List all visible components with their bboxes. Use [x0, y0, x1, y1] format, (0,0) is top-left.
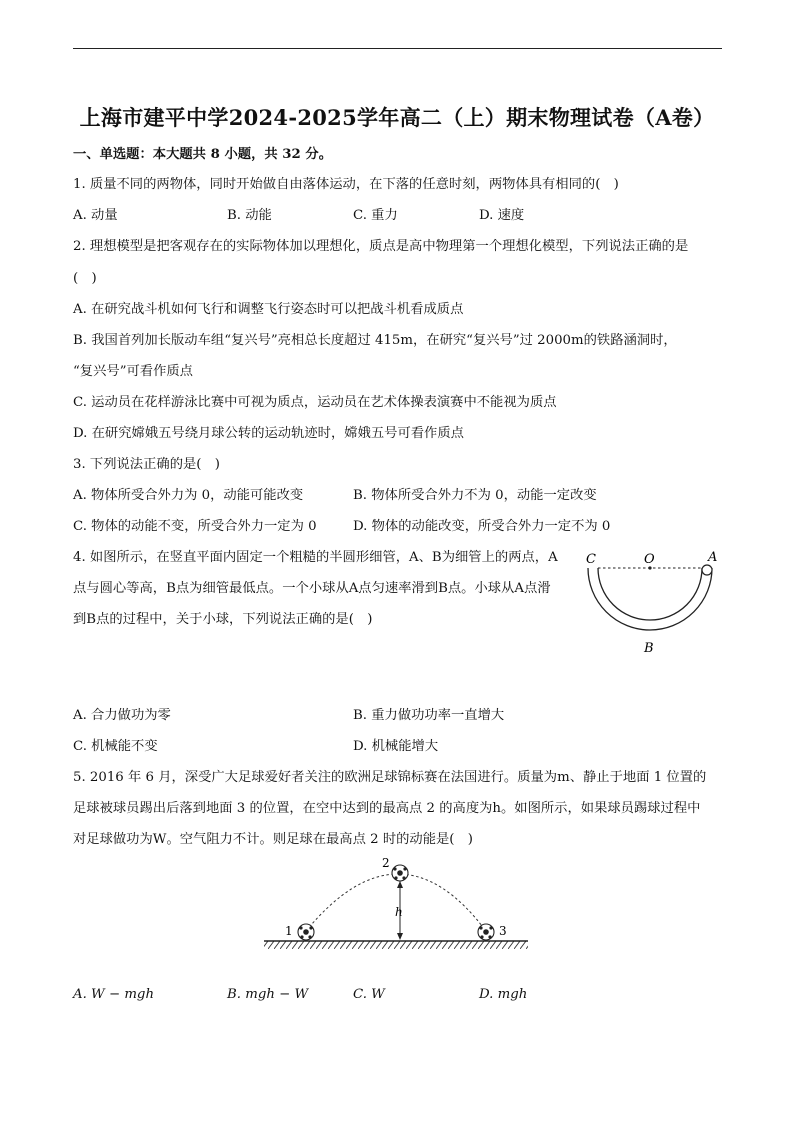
q3-option-a: A. 物体所受合外力为 0，动能可能改变: [73, 488, 304, 503]
q3-option-b: B. 物体所受合外力不为 0，动能一定改变: [353, 488, 597, 503]
q5-option-d: D. mgh: [479, 987, 528, 1002]
q2-option-d: D. 在研究嫦娥五号绕月球公转的运动轨迹时，嫦娥五号可看作质点: [73, 426, 464, 441]
label-a: A: [708, 550, 718, 565]
q4-option-a: A. 合力做功为零: [73, 708, 171, 723]
header-rule: [73, 48, 722, 49]
q4-stem-line1: 4. 如图所示，在竖直平面内固定一个粗糙的半圆形细管，A、B为细管上的两点，A: [73, 550, 558, 565]
q3-option-c: C. 物体的动能不变，所受合外力一定为 0: [73, 519, 317, 534]
q1-stem: 1. 质量不同的两物体，同时开始做自由落体运动，在下落的任意时刻，两物体具有相同的( ): [73, 177, 619, 192]
q5-option-c: C. W: [353, 987, 385, 1002]
q4-option-b: B. 重力做功功率一直增大: [353, 708, 505, 723]
q5-stem-line3: 对足球做功为W。空气阻力不计。则足球在最高点 2 时的动能是( ): [73, 832, 473, 847]
semicircle-tube-figure: [578, 548, 728, 658]
label-c: C: [586, 552, 596, 567]
q5-stem-line2: 足球被球员踢出后落到地面 3 的位置，在空中达到的最高点 2 的高度为h。如图所示，如果球员踢球过程中: [73, 801, 701, 816]
label-h: h: [395, 905, 403, 919]
page-title: 上海市建平中学2024-2025学年高二（上）期末物理试卷（A卷）: [79, 105, 715, 130]
label-o: O: [644, 552, 655, 567]
q1-option-a: A. 动量: [73, 208, 118, 223]
ball-position-1: [298, 924, 314, 940]
q2-option-b-cont: “复兴号”可看作质点: [73, 364, 193, 379]
q5-option-b: B. mgh − W: [227, 987, 309, 1002]
label-b: B: [644, 641, 654, 656]
section-heading: 一、单选题：本大题共 8 小题，共 32 分。: [73, 147, 333, 162]
ball-position-2: [392, 865, 408, 881]
football-trajectory-figure: [262, 853, 532, 953]
q5-option-a: A. W − mgh: [73, 987, 155, 1002]
label-3: 3: [499, 924, 507, 938]
q4-stem-line2: 点与圆心等高，B点为细管最低点。一个小球从A点匀速率滑到B点。小球从A点滑: [73, 581, 551, 596]
label-2: 2: [382, 856, 390, 870]
ball-position-3: [478, 924, 494, 940]
q4-option-c: C. 机械能不变: [73, 739, 158, 754]
q5-stem-line1: 5. 2016 年 6 月，深受广大足球爱好者关注的欧洲足球锦标赛在法国进行。质量为m、静止于地面 1 位置的: [73, 770, 707, 785]
q4-stem-line3: 到B点的过程中，关于小球，下列说法正确的是( ): [73, 612, 373, 627]
q1-option-c: C. 重力: [353, 208, 398, 223]
q2-stem: 2. 理想模型是把客观存在的实际物体加以理想化，质点是高中物理第一个理想化模型，下列说法正确的是: [73, 239, 689, 254]
q3-stem: 3. 下列说法正确的是( ): [73, 457, 220, 472]
q1-option-b: B. 动能: [227, 208, 272, 223]
q1-option-d: D. 速度: [479, 208, 525, 223]
q4-option-d: D. 机械能增大: [353, 739, 439, 754]
q3-option-d: D. 物体的动能改变，所受合外力一定不为 0: [353, 519, 611, 534]
q2-stem-cont: ( ): [73, 271, 97, 286]
q2-option-a: A. 在研究战斗机如何飞行和调整飞行姿态时可以把战斗机看成质点: [73, 302, 464, 317]
q2-option-b: B. 我国首列加长版动车组“复兴号”亮相总长度超过 415m，在研究“复兴号”过 2000m的铁路涵洞时，: [73, 333, 677, 348]
label-1: 1: [285, 924, 293, 938]
q2-option-c: C. 运动员在花样游泳比赛中可视为质点，运动员在艺术体操表演赛中不能视为质点: [73, 395, 557, 410]
